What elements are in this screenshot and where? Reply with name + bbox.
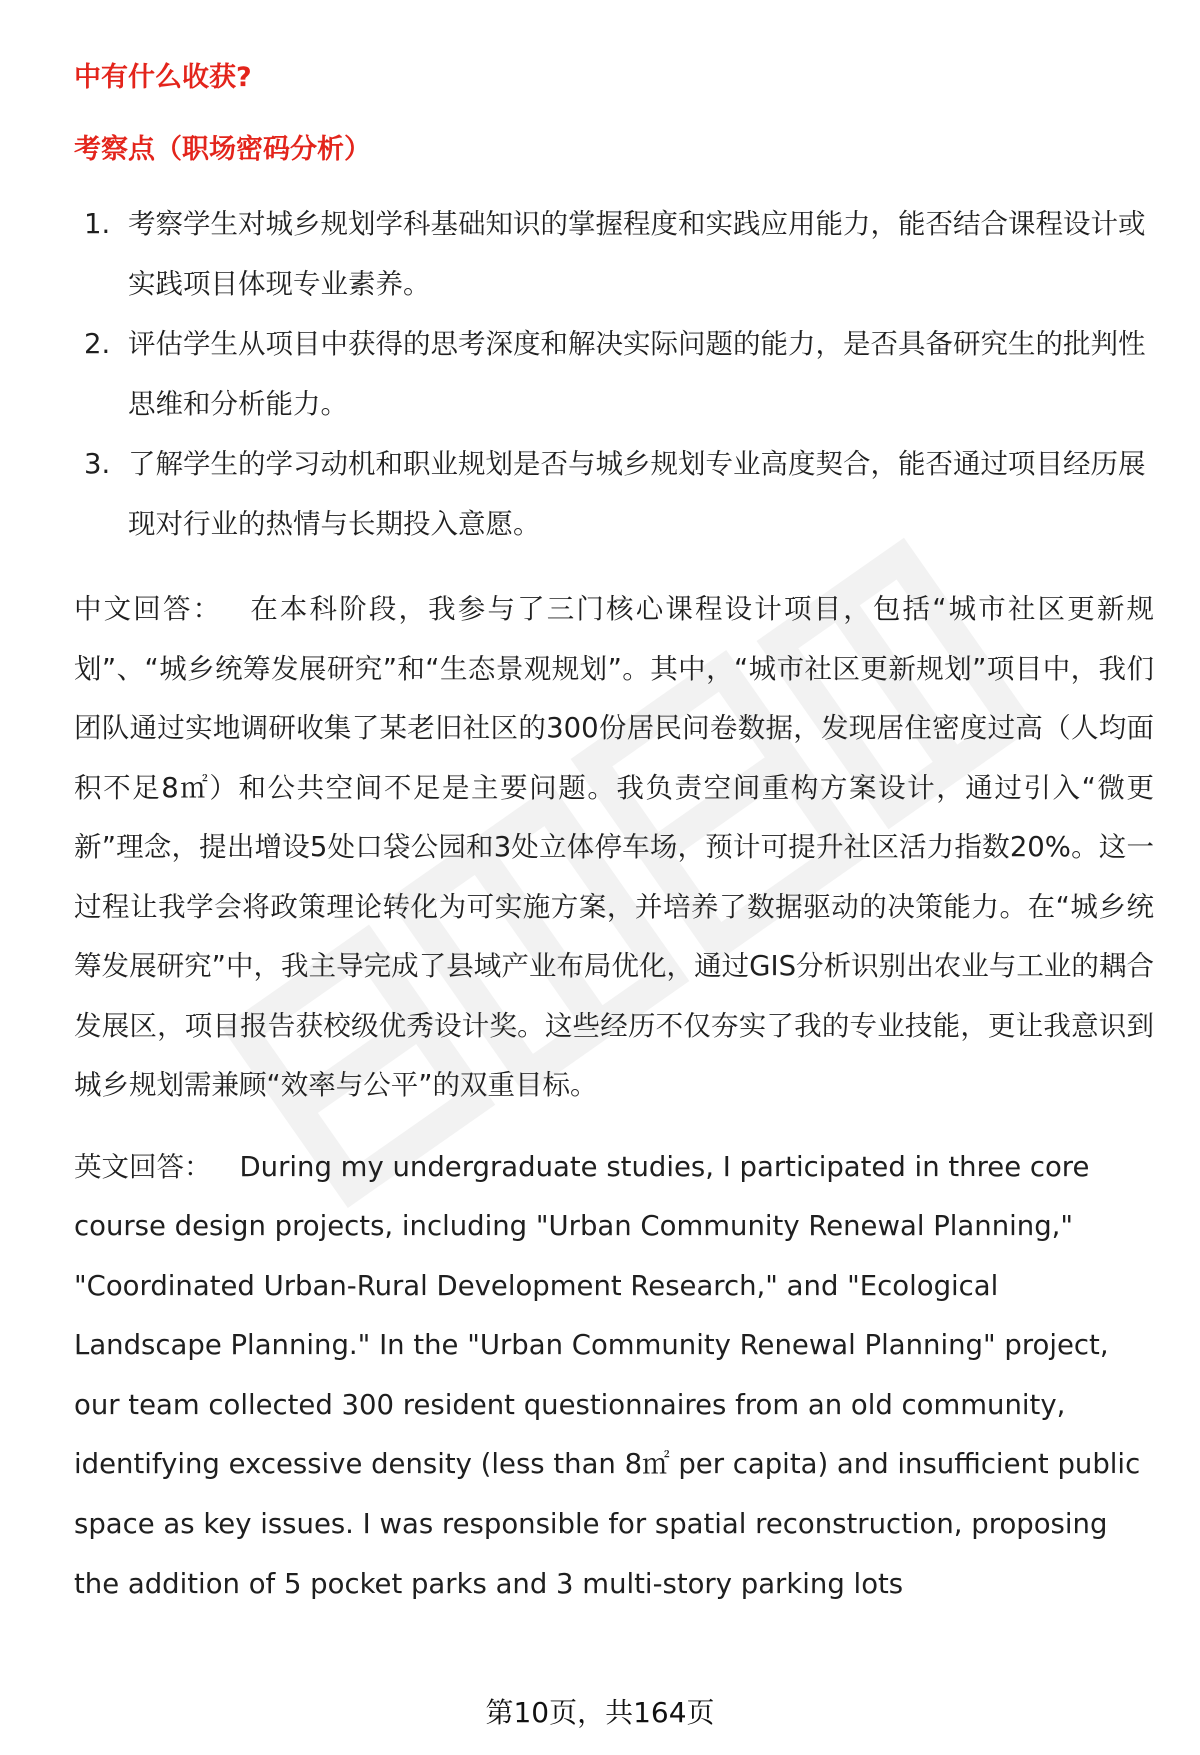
english-answer-label: 英文回答：	[74, 1150, 212, 1183]
chinese-answer-label: 中文回答：	[74, 593, 223, 625]
section-title: 考察点（职场密码分析）	[74, 134, 371, 165]
list-item-number: 2.	[84, 328, 111, 360]
question-tail-heading: 中有什么收获?	[74, 62, 252, 93]
document-page	[74, 58, 1154, 1636]
list-item-text: 评估学生从项目中获得的思考深度和解决实际问题的能力，是否具备研究生的批判性思维和分析能力。	[128, 328, 1146, 420]
list-item	[74, 434, 1154, 554]
list-item-text: 考察学生对城乡规划学科基础知识的掌握程度和实践应用能力，能否结合课程设计或实践项目体现专业素养。	[128, 208, 1146, 300]
chinese-answer-text: 在本科阶段，我参与了三门核心课程设计项目，包括“城市社区更新规划”、“城乡统筹发展研究”和“生态景观规划”。其中，“城市社区更新规划”项目中，我们团队通过实地调研收集了某老旧社区的300份居民问卷数据，发现居住密度过高（人均面积不足8㎡）和公共空间不足是主要问题。我负责空间重构方案设计，通过引入“微更新”理念，提出增设5处口袋公园和3处立体停车场，预计可提升社区活力指数20%。这一过程让我学会将政策理论转化为可实施方案，并培养了数据驱动的决策能力。在“城乡统筹发展研究”中，我主导完成了县域产业布局优化，通过GIS分析识别出农业与工业的耦合发展区，项目报告获校级优秀设计奖。这些经历不仅夯实了我的专业技能，更让我意识到城乡规划需兼顾“效率与公平”的双重目标。	[74, 593, 1154, 1101]
page-number-footer: 第10页，共164页	[485, 1696, 715, 1729]
list-item-number: 3.	[84, 448, 111, 480]
english-answer	[74, 1138, 1154, 1615]
list-item	[74, 194, 1154, 314]
list-item-number: 1.	[84, 208, 111, 240]
assessment-points-list	[74, 194, 1154, 554]
list-item-text: 了解学生的学习动机和职业规划是否与城乡规划专业高度契合，能否通过项目经历展现对行业的热情与长期投入意愿。	[128, 448, 1146, 540]
english-answer-text: During my undergraduate studies, I participated in three core course design projects, including "Urban Community Renewal Planning," "Coordinated Urban-Rural Development Research," and "Ecological Landscape Planning." In the "Urban Community Renewal Planning" project, our team collected 300 resident questionnaires from an old community, identifying excessive density (less than 8㎡ per capita) and insufficient public space as key issues. I was responsible for spatial reconstruction, proposing the addition of 5 pocket parks and 3 multi-story parking lots	[74, 1150, 1141, 1600]
chinese-answer	[74, 580, 1154, 1116]
list-item	[74, 314, 1154, 434]
